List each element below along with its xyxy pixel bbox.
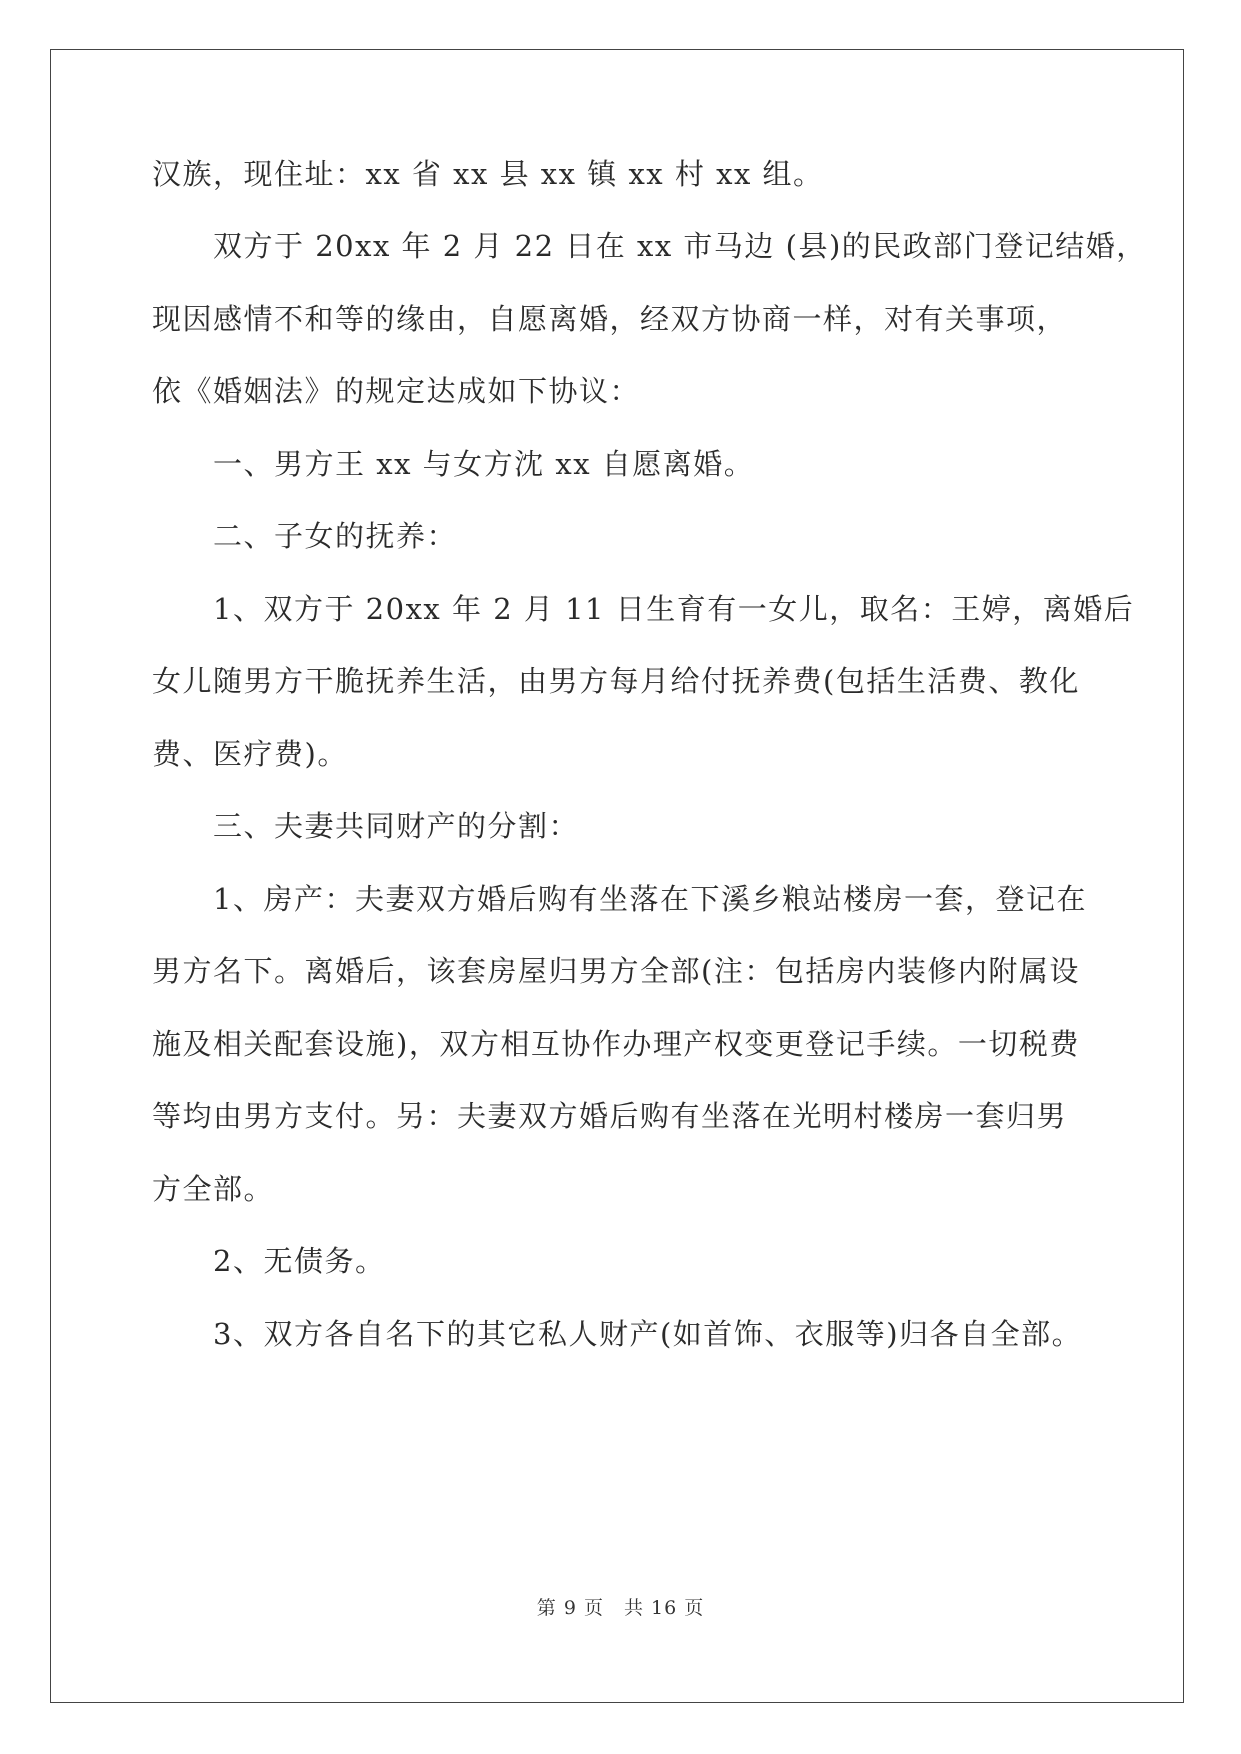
text-line: 现因感情不和等的缘由，自愿离婚，经双方协商一样，对有关事项，: [152, 302, 1068, 336]
text-line: 1、双方于 20xx 年 2 月 11 日生育有一女儿，取名：王婷，离婚后: [213, 592, 1135, 626]
page-footer: [0, 1596, 1241, 1620]
text-line: 费、医疗费)。: [152, 737, 348, 771]
text-line: 三、夫妻共同财产的分割：: [213, 809, 580, 843]
page-total: 共 16 页: [623, 1597, 705, 1619]
text-line: 2、无债务。: [213, 1244, 386, 1278]
page-number: 第 9 页: [536, 1597, 604, 1619]
text-line: 等均由男方支付。另：夫妻双方婚后购有坐落在光明村楼房一套归男: [152, 1099, 1068, 1133]
text-line: 二、子女的抚养：: [213, 519, 458, 553]
text-line: 方全部。: [152, 1172, 275, 1206]
text-line: 女儿随男方干脆抚养生活，由男方每月给付抚养费(包括生活费、教化: [152, 664, 1080, 698]
text-line: 施及相关配套设施)，双方相互协作办理产权变更登记手续。一切税费: [152, 1027, 1080, 1061]
text-line: 男方名下。离婚后，该套房屋归男方全部(注：包括房内装修内附属设: [152, 954, 1080, 988]
text-line: 双方于 20xx 年 2 月 22 日在 xx 市马边 (县)的民政部门登记结婚，: [213, 229, 1147, 263]
text-line: 一、男方王 xx 与女方沈 xx 自愿离婚。: [213, 447, 755, 481]
text-line: 3、双方各自名下的其它私人财产(如首饰、衣服等)归各自全部。: [213, 1317, 1083, 1351]
text-line: 汉族，现住址：xx 省 xx 县 xx 镇 xx 村 xx 组。: [152, 157, 824, 191]
text-line: 依《婚姻法》的规定达成如下协议：: [152, 374, 641, 408]
page-border: [50, 49, 1184, 1703]
text-line: 1、房产：夫妻双方婚后购有坐落在下溪乡粮站楼房一套，登记在: [213, 882, 1087, 916]
